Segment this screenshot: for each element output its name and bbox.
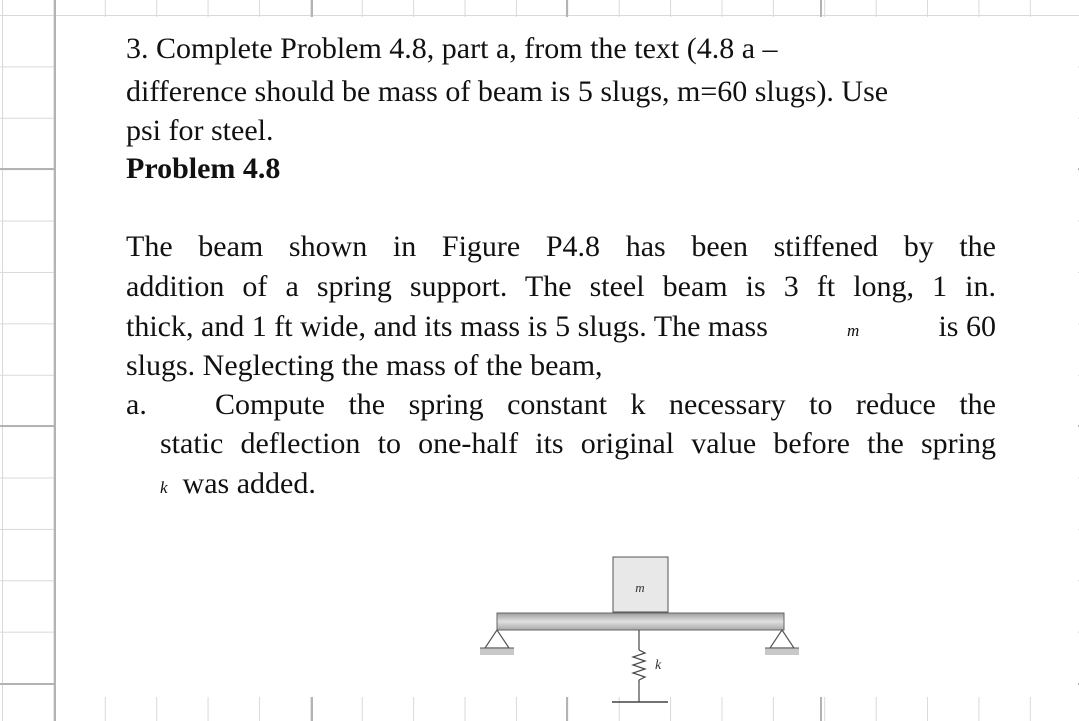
intro-line-3: psi for steel.	[126, 114, 274, 147]
intro-line-1: 3. Complete Problem 4.8, part a, from the text (4.8 a –	[126, 32, 778, 65]
spring-label: k	[655, 658, 662, 673]
part-a-line-3-text: was added.	[182, 467, 316, 500]
intro-line-2: difference should be mass of beam is 5 slugs, m=60 slugs). Use	[126, 75, 889, 108]
body-line-1: The beam shown in Figure P4.8 has been stiffened by the	[126, 230, 996, 263]
spring-symbol: k	[160, 478, 168, 497]
part-a-line-1: Compute the spring constant k necessary to reduce the	[215, 388, 996, 421]
problem-heading: Problem 4.8	[126, 152, 281, 185]
part-a-line-2: static deflection to one-half its original value before the spring	[160, 427, 996, 460]
right-pin-support	[765, 630, 799, 655]
beam	[497, 613, 784, 630]
body-line-3-value: is 60	[938, 310, 996, 343]
body-line-3-text: thick, and 1 ft wide, and its mass is 5 slugs. The mass	[126, 310, 768, 343]
part-a-marker: a.	[126, 388, 147, 421]
mass-symbol: m	[847, 321, 860, 340]
mass-label: m	[635, 580, 645, 595]
left-pin-support	[480, 630, 514, 655]
body-line-2: addition of a spring support. The steel beam is 3 ft long, 1 in.	[126, 270, 996, 303]
body-line-4: slugs. Neglecting the mass of the beam,	[126, 349, 603, 382]
